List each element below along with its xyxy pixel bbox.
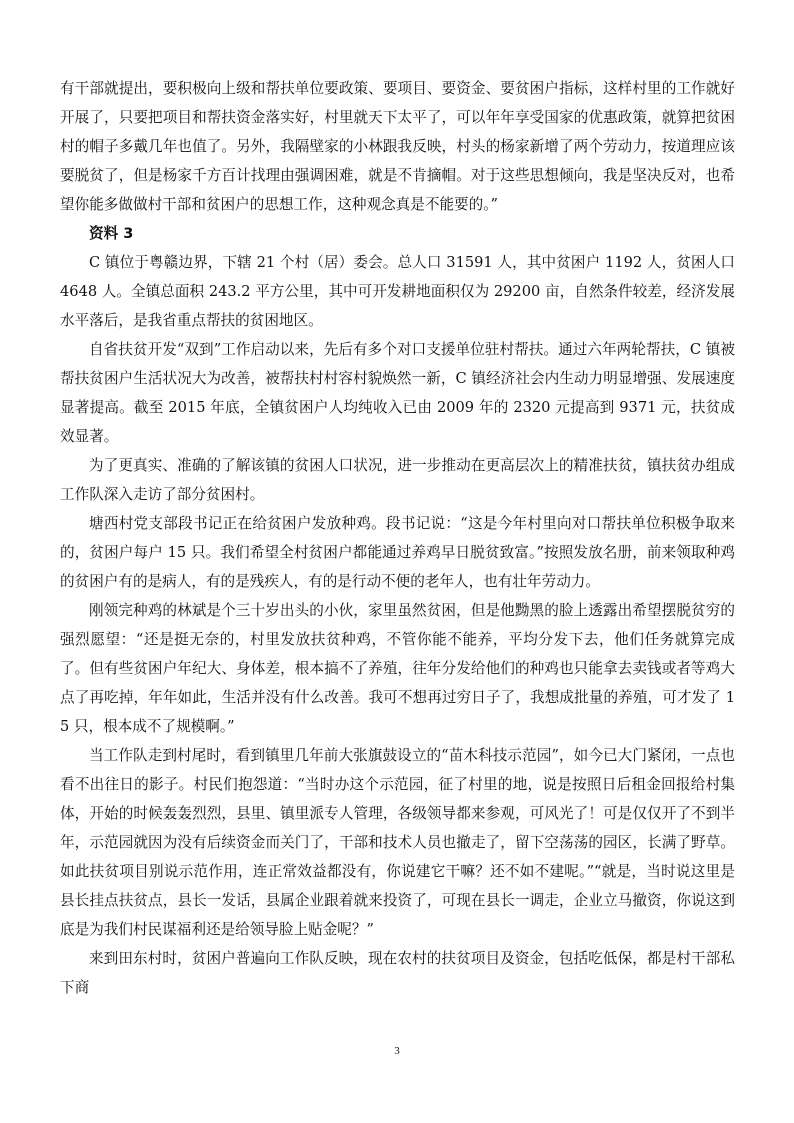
document-body	[60, 74, 735, 1002]
paragraph-tiandong-village: 来到田东村时，贫困户普遍向工作队反映，现在农村的扶贫项目及资金，包括吃低保，都是村干部私下商	[60, 950, 735, 996]
paragraph-lin-bin: 刚领完种鸡的林斌是个三十岁出头的小伙，家里虽然贫困，但是他黝黑的脸上透露出希望摆脱贫穷的强烈愿望：“还是挺无奈的，村里发放扶贫种鸡，不管你能不能养，平均分发下去，他们任务就算完成了。但有些贫困户年纪大、身体差，根本搞不了养殖，往年分发给他们的种鸡也只能拿去卖钱或者等鸡大点了再吃掉，年年如此，生活并没有什么改善。我可不想再过穷日子了，我想成批量的养殖，可才发了 15 只，根本成不了规模啊。”	[60, 602, 735, 735]
paragraph-town-overview: C 镇位于粤赣边界，下辖 21 个村（居）委会。总人口 31591 人，其中贫困户 1192 人，贫困人口 4648 人。全镇总面积 243.2 平方公里，其中可开发耕地面积仅为 29200 亩，自然条件较差，经济发展水平落后，是我省重点帮扶的贫困地区。	[60, 254, 735, 329]
paragraph-demo-park: 当工作队走到村尾时，看到镇里几年前大张旗鼓设立的“苗木科技示范园”，如今已大门紧闭，一点也看不出往日的影子。村民们抱怨道：“当时办这个示范园，征了村里的地，说是按照日后租金回报给村集体，开始的时候轰轰烈烈，县里、镇里派专人管理，各级领导都来参观，可风光了！可是仅仅开了不到半年，示范园就因为没有后续资金而关门了，干部和技术人员也撤走了，留下空荡荡的园区，长满了野草。如此扶贫项目别说示范作用，连正常效益都没有，你说建它干嘛？还不如不建呢。”“就是，当时说这里是县长挂点扶贫点，县长一发话，县属企业跟着就来投资了，可现在县长一调走，企业立马撤资，你说这到底是为我们村民谋福利还是给领导脸上贴金呢？”	[60, 747, 735, 938]
page-number: 3	[394, 1045, 400, 1057]
paragraph-continuation: 有干部就提出，要积极向上级和帮扶单位要政策、要项目、要资金、要贫困户指标，这样村里的工作就好开展了，只要把项目和帮扶资金落实好，村里就天下太平了，可以年年享受国家的优惠政策，就算把贫困村的帽子多戴几年也值了。另外，我隔壁家的小林跟我反映，村头的杨家新增了两个劳动力，按道理应该要脱贫了，但是杨家千方百计找理由强调困难，就是不肯摘帽。对于这些思想倾向，我是坚决反对，也希望你能多做做村干部和贫困户的思想工作，这种观念真是不能要的。”	[60, 80, 735, 213]
paragraph-poverty-results: 自省扶贫开发“双到”工作启动以来，先后有多个对口支援单位驻村帮扶。通过六年两轮帮扶，C 镇被帮扶贫困户生活状况大为改善，被帮扶村村容村貌焕然一新，C 镇经济社会内生动力明显增强、发展速度显著提高。截至 2015 年底，全镇贫困户人均纯收入已由 2009 年的 2320 元提高到 9371 元，扶贫成效显著。	[60, 341, 735, 445]
paragraph-work-team: 为了更真实、准确的了解该镇的贫困人口状况，进一步推动在更高层次上的精准扶贫，镇扶贫办组成工作队深入走访了部分贫困村。	[60, 457, 735, 503]
section-heading-material-3: 资料 3	[89, 225, 134, 242]
paragraph-tangxi-village: 塘西村党支部段书记正在给贫困户发放种鸡。段书记说：“这是今年村里向对口帮扶单位积极争取来的，贫困户每户 15 只。我们希望全村贫困户都能通过养鸡早日脱贫致富。”按照发放名册，前来领取种鸡的贫困户有的是病人，有的是残疾人，有的是行动不便的老年人，也有壮年劳动力。	[60, 515, 735, 590]
